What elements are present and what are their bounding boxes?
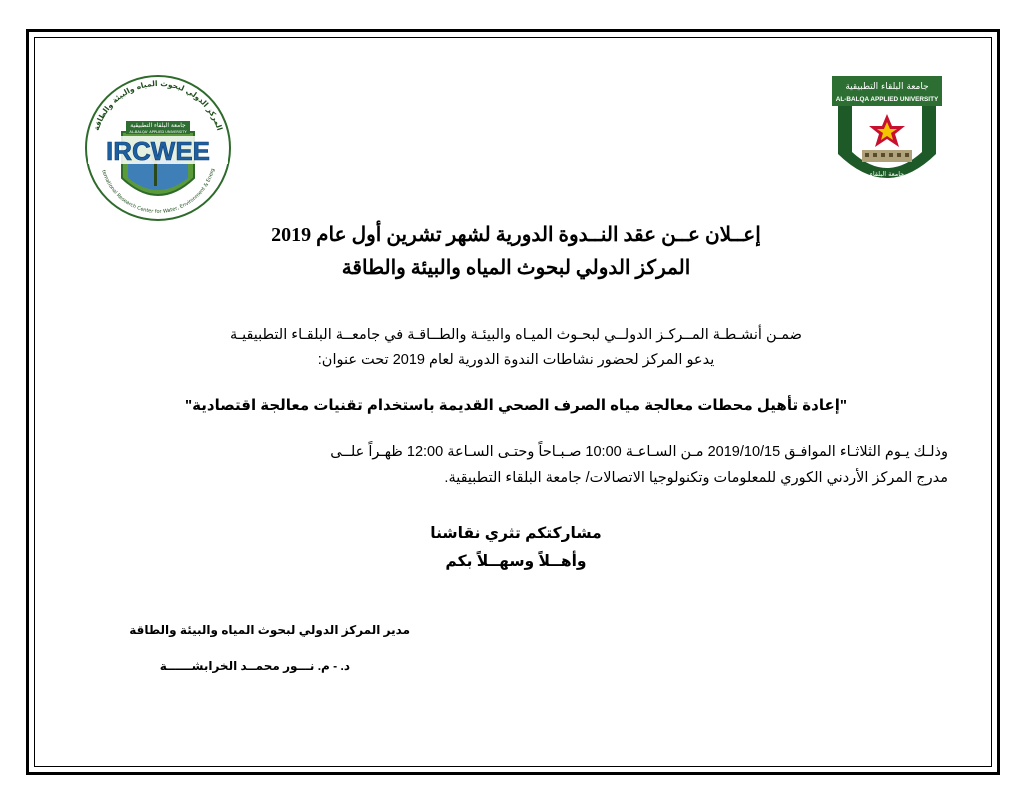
- ircwee-acronym: IRCWEE: [106, 136, 210, 166]
- balqa-university-logo: [832, 76, 942, 194]
- balqa-university-ar: جامعة البلقاء التطبيقية: [845, 82, 929, 92]
- ircwee-university-ar: جامعة البلقاء التطبيقية: [130, 122, 186, 129]
- seminar-title: "إعادة تأهيل محطات معالجة مياه الصرف الصحي القديمة باستخدام تقنيات معالجة اقتصادية": [185, 397, 847, 414]
- intro-line-1: ضمـن أنشـطـة المــركـز الدولــي لبحـوث الميـاه والبيئـة والطــاقـة في جامعــة البلقـاء التطبيقيـة: [230, 327, 802, 343]
- center-name-heading: المركز الدولي لبحوث المياه والبيئة والطاقة: [341, 257, 691, 279]
- ircwee-bottom-arc-text: ternational Research Center for Water, Environment & Energ: [100, 167, 217, 215]
- balqa-university-en: AL-BALQA APPLIED UNIVERSITY: [835, 96, 939, 103]
- signature-name: د. - م. نـــور محمــد الخرابشــــــة: [159, 659, 350, 673]
- schedule-line-2: مدرج المركز الأردني الكوري للمعلومات وتكنولوجيا الاتصالات/ جامعة البلقاء التطبيقية.: [444, 470, 948, 486]
- ircwee-university-en: AL-BALQA' APPLIED UNIVERSITY: [129, 130, 187, 134]
- announcement-heading: إعــلان عــن عقد النــدوة الدورية لشهر تشرين أول عام 2019: [271, 224, 761, 246]
- ircwee-logo: [82, 74, 234, 222]
- closing-line-1: مشاركتكم تثري نقاشنا: [430, 525, 602, 542]
- closing-line-2: وأهــلاً وسهــلاً بكم: [445, 553, 587, 570]
- schedule-line-1: وذلـك يـوم الثلاثـاء الموافـق 2019/10/15 مـن السـاعـة 10:00 صـبـاحاً وحتـى السـاعة 12:00 ظهـراً علــى: [330, 444, 948, 460]
- signature-title: مدير المركز الدولي لبحوث المياه والبيئة والطاقة: [129, 623, 410, 637]
- ircwee-logo-graphic: [82, 74, 234, 222]
- balqa-motto: جامعة البلقاء: [869, 170, 905, 178]
- ircwee-arc-text: المركز الدولي لبحوث المياه والبيئة والطاقة: [91, 78, 225, 132]
- balqa-logo-graphic: [832, 76, 942, 194]
- intro-line-2: يدعو المركز لحضور نشاطات الندوة الدورية لعام 2019 تحت عنوان:: [317, 352, 715, 368]
